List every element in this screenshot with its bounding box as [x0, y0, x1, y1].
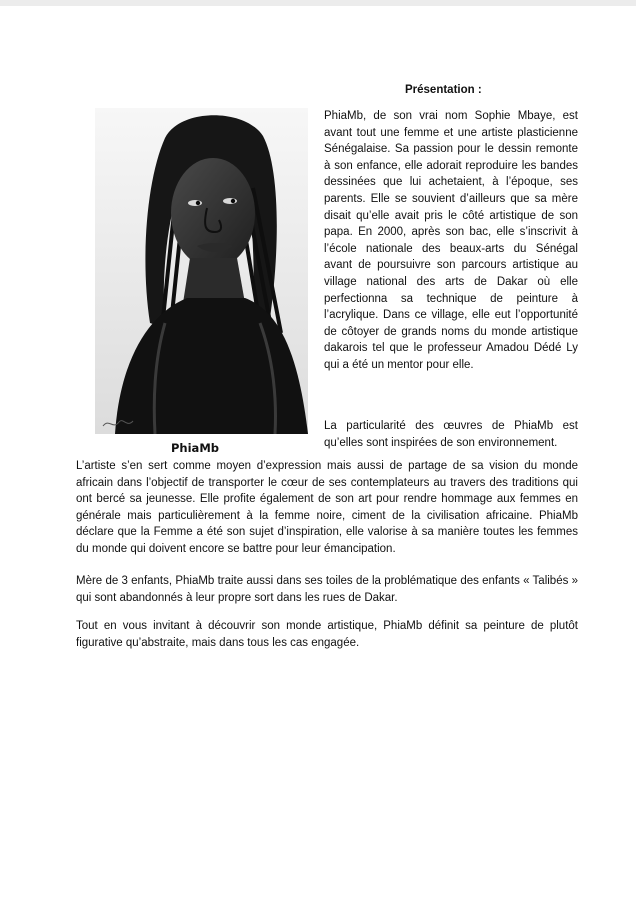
section-heading: Présentation : [405, 84, 482, 96]
paragraph-intro: PhiaMb, de son vrai nom Sophie Mbaye, est avant tout une femme et une artiste plasticienne Sénégalaise. Sa passion pour le dessin remonte à son enfance, elle adorait reproduire les bandes dessinées que lui achetaient, à l’époque, ses parents. Elle se souvient d’ailleurs que sa mère disait qu’elle avait pris le côté artistique de son papa. En 2000, après son bac, elle s’inscrivit à l’école nationale des beaux-arts du Sénégal avant de poursuivre son parcours artistique au village national des arts de Dakar où elle perfectionna sa technique de peinture à l’acrylique. Dans ce village, elle eut l’opportunité de côtoyer de grands noms du monde artistique dakarois tel que le professeur Amadou Dédé Ly qui a été un mentor pour elle. [324, 110, 578, 371]
paragraph-children: Mère de 3 enfants, PhiaMb traite aussi dans ses toiles de la problématique des enfants « Talibés » qui sont abandonnés à leur propre sort dans les rues de Dakar. [76, 575, 578, 604]
paragraph-particularity: La particularité des œuvres de PhiaMb est qu’elles sont inspirées de son environnement. [324, 420, 578, 449]
paragraph-conclusion: Tout en vous invitant à découvrir son monde artistique, PhiaMb définit sa peinture de plutôt figurative qu’abstraite, mais dans tous les cas engagée. [76, 620, 578, 649]
artist-photo [95, 108, 308, 434]
paragraph-expression: L’artiste s’en sert comme moyen d’expression mais aussi de partage de sa vision du monde africain dans l’objectif de transporter le cœur de ses contemplateurs au travers des traditions qui ont bercé sa jeunesse. Elle profite également de son art pour rendre hommage aux femmes en générale mais particulièrement à la femme noire, ciment de la civilisation africaine. PhiaMb déclare que la Femme a été son sujet d’inspiration, elle valorise à sa manière toutes les femmes du monde qui doivent encore se battre pour leur émancipation. [76, 460, 578, 555]
photo-caption: PhiaMb [171, 441, 219, 455]
portrait-illustration [95, 108, 308, 434]
